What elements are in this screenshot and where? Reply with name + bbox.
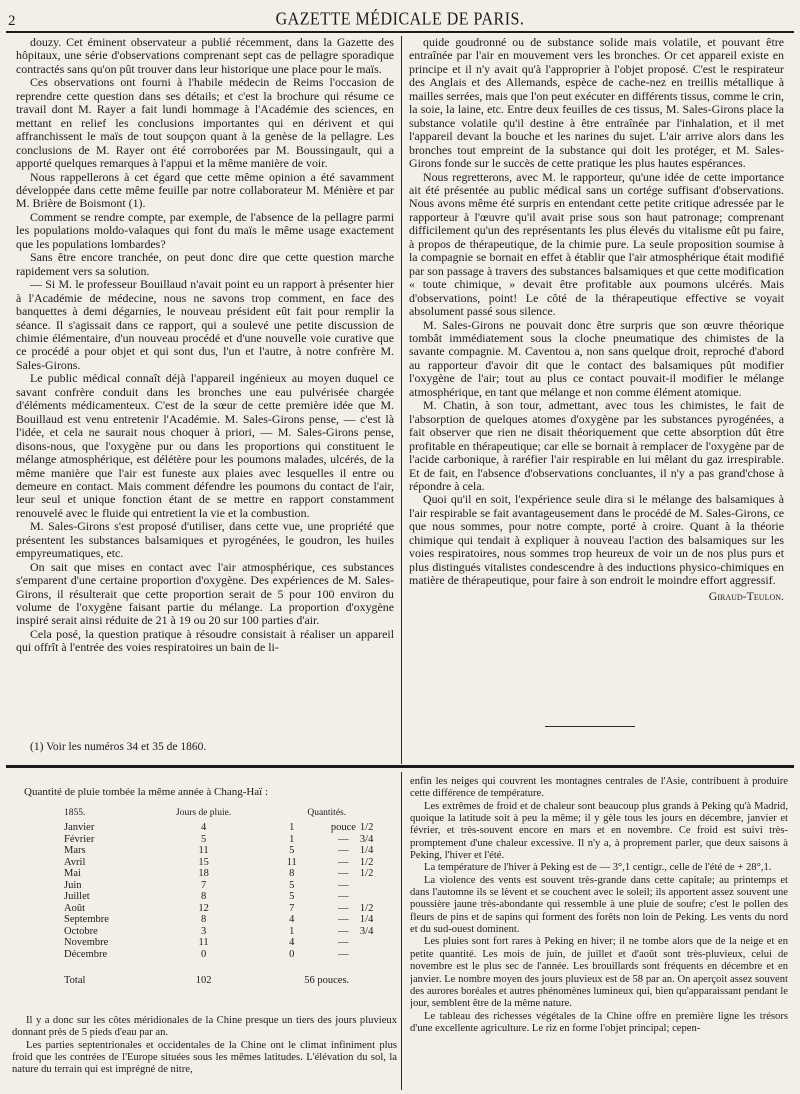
fraction-cell <box>360 937 397 949</box>
month-cell: Août <box>64 902 85 914</box>
table-caption: Quantité de pluie tombée la même année à Chang-Haï : <box>24 786 269 798</box>
paragraph: Sans être encore tranchée, on peut donc dire que cette question marche rapidement vers sa solution. <box>16 250 394 278</box>
paragraph: Les extrêmes de froid et de chaleur sont beaucoup plus grands à Peking qu'à Madrid, quoique la latitude soit à peu la même; il y gèle tous les jours en décembre, janvier et février, et très-souvent encore en mars et en novembre. Ce froid est suivi très-promptement d'une chaleur excessive. Il n'y a, à proprement parler, que deux saisons à Peking, l'hiver et l'été. <box>410 800 788 862</box>
table-row <box>64 834 397 846</box>
quantity-cell: 1 <box>289 822 295 833</box>
table-row <box>64 926 397 938</box>
month-cell: Septembre <box>64 914 109 926</box>
total-label: Total <box>64 974 86 986</box>
rain-days-cell: 7 <box>200 879 207 891</box>
unit-cell: — <box>338 879 349 891</box>
fraction-cell: 3/4 <box>359 925 374 937</box>
table-row <box>64 891 397 903</box>
rain-days-cell: 0 <box>200 949 207 961</box>
footnote: (1) Voir les numéros 34 et 35 de 1860. <box>30 741 207 753</box>
unit-cell: — <box>338 949 349 961</box>
unit-cell: — <box>338 845 349 857</box>
quantity-heading: Quantités. <box>307 808 347 819</box>
paragraph: Quoi qu'il en soit, l'expérience seule dira si le mélange des balsamiques à l'air respirable se fait avantageusement dans le procédé de M. Sales-Girons, ce que nous sommes, pour notre compte, porté à croire. Quant à la théorie chimique qui tendait à expliquer à nouveau l'action des balsamiques sur les voies respiratoires, nous sommes trop heureux de voir un de nos plus purs et plus distingués vitalistes condescendre à des inductions physico-chimiques en matière de thérapeutique, pour faire à son endroit le moindre effort aggressif. <box>409 492 784 588</box>
rain-days-cell: 11 <box>198 937 209 949</box>
column-separator <box>401 36 402 764</box>
rain-days-cell: 4 <box>200 822 207 833</box>
table-row <box>64 845 397 857</box>
page-number: 2 <box>8 13 16 29</box>
fraction-cell: 1/4 <box>359 914 374 926</box>
rain-table <box>12 786 397 986</box>
fraction-cell: 1/2 <box>359 856 374 868</box>
rain-days-cell: 3 <box>200 925 207 937</box>
quantity-cell: 5 <box>289 879 295 891</box>
month-cell: Novembre <box>64 937 109 949</box>
column-separator-bottom <box>401 772 402 1090</box>
quantity-cell: 1 <box>289 833 295 845</box>
month-cell: Mars <box>64 845 86 857</box>
quantity-cell: 0 <box>289 949 295 961</box>
unit-cell: — <box>338 902 349 914</box>
quantity-cell: 1 <box>289 925 295 937</box>
paragraph: Cela posé, la question pratique à résoudre consistait à réaliser un appareil qui offrît à l'entrée des voies respiratoires un bain de li- <box>16 626 394 655</box>
rain-days-cell: 8 <box>200 891 207 903</box>
month-cell: Janvier <box>64 822 95 833</box>
left-column <box>16 36 394 730</box>
rain-data-table <box>64 806 397 986</box>
paragraph: M. Sales-Girons ne pouvait donc être surpris que son œuvre théorique tombât immédiatement sous la cloche pneumatique des chimistes de la savante compagnie. M. Caventou a, non sans quelque droit, reproché d'abord au rapporteur d'avoir dit que le contact des balsamiques pût modifier l'oxygène de l'air; tout au plus ce contact pouvait-il modifier le mélange atmosphérique, en tant que mélange et non comme élément atomique. <box>409 317 784 399</box>
unit-cell: — <box>338 937 349 949</box>
unit-cell: — <box>338 925 349 937</box>
paragraph: Le public médical connaît déjà l'appareil ingénieux au moyen duquel ce savant confrère conduit dans les bronches une eau pulvérisée chargée d'éléments médicamenteux. C'est de la sœur de cette première idée que M. Bouillaud est venu entretenir l'Académie. M. Sales-Girons pense, — c'est là l'idée, et cela ne saurait nous choquer à priori, — M. Sales-Girons pense, disons-nous, que l'oxygène pur ou dans les proportions qui constituent le mélange atmosphérique, est délétère pour les poumons malades, ulcérés, de la même manière que l'air est funeste aux plaies avec lesquelles il entre ou demeure en contact. Mais comment défendre les poumons du contact de l'air, leur seul et unique fonction étant de se mettre en rapport constamment renouvelé avec le fluide qui entretient la vie et la combustion. <box>16 371 394 520</box>
month-cell: Juillet <box>64 891 90 903</box>
paragraph: Comment se rendre compte, par exemple, de l'absence de la pellagre parmi les populations moldo-valaques qui font du maïs le même usage exactement que les populations lombardes? <box>16 209 394 251</box>
paragraph: enfin les neiges qui couvrent les montagnes centrales de l'Asie, contribuent à produire cette différence de température. <box>410 776 788 800</box>
table-row <box>64 949 397 961</box>
quantity-cell: 5 <box>289 891 295 903</box>
unit-cell: — <box>338 914 349 926</box>
rain-days-cell: 5 <box>200 833 207 845</box>
paragraph: Nous regretterons, avec M. le rapporteur, qu'une idée de cette importance ait été présentée au public médical sans un cortége suffisant d'observations. Nous avons même été surpris en entendant cette petite critique adressée par le rapporteur à l'œuvre qu'il avait prise sous son haut patronage; comprenant difficilement qu'un des représentants les plus élevés du vitalisme eût pu faire, à propos de thérapeutique, de la chimie pure. La seule proposition soumise à la compagnie se bornait en effet à établir que l'air atmosphérique était modifié par son passage à travers des substances balsamiques et que cette modification « toute chimique, » devait être profitable aux poumons ulcérés. Mais d'observations, point! Le côté de la thérapeutique effective se voyait absolument passé sous silence. <box>409 169 784 319</box>
month-cell: Février <box>64 833 95 845</box>
bottom-left-text <box>12 1015 397 1093</box>
rain-days-cell: 15 <box>198 856 209 868</box>
total-row <box>64 961 397 987</box>
month-cell: Octobre <box>64 925 98 937</box>
paragraph: M. Sales-Girons s'est proposé d'utiliser, dans cette vue, une propriété que présentent les substances balsamiques et pyrogénées, le goudron, les huiles empyreumatiques, etc. <box>16 519 394 561</box>
fraction-cell: 3/4 <box>359 833 374 845</box>
unit-cell: — <box>338 833 349 845</box>
table-row <box>64 937 397 949</box>
rain-days-cell: 12 <box>198 902 209 914</box>
paragraph: Nous rappellerons à cet égard que cette même opinion a été savamment développée dans cette même feuille par notre collaborateur M. Ménière et par M. Brière de Boismont (1). <box>16 169 394 211</box>
unit-cell: — <box>338 856 349 868</box>
fraction-cell: 1/4 <box>359 845 374 857</box>
quantity-cell: 5 <box>289 845 295 857</box>
table-row <box>64 914 397 926</box>
fraction-cell <box>360 891 397 903</box>
table-row <box>64 903 397 915</box>
paragraph: Les pluies sont fort rares à Peking en hiver; il ne tombe alors que de la neige et en petite quantité. Les mois de juin, de juillet et d'août sont très-pluvieux, celui de novembre est le plus sec de l'année. Les brouillards sont fréquents en décembre et en janvier. Le nombre moyen des jours pluvieux est de 58 par an. On aperçoit assez souvent des aurores boréales et autres phénomènes lumineux qui, bien qu'apparaissant pendant le jour, semblent être de la même nature. <box>410 936 788 1010</box>
unit-cell: — <box>338 868 349 880</box>
section-rule <box>6 765 794 768</box>
paragraph: quide goudronné ou de substance solide mais volatile, et pouvant être entraînée par l'air en mouvement vers les bronches. Or cet appareil existe en principe et il n'y avait qu'à l'approprier à l'objet proposé. C'est le respirateur des Anglais et des Allemands, espèce de cache-nez en treillis métallique à mailles serrées, mais que l'on peut exécuter en différents tissus, comme le crin, la soie, la laine, etc. Entre deux feuilles de ces tissus, M. Sales-Girons place la substance volatile qu'il destine à être entraînée par l'inhalation, et il met l'appareil devant la bouche et les narines du sujet. L'air arrive alors dans les bronches tout empreint de la substance qui doit les protéger, et M. Sales-Girons fonde sur le succès de cette pratique les plus hautes espérances. <box>409 36 784 171</box>
table-header-row <box>64 806 397 822</box>
table-row <box>64 868 397 880</box>
table-row <box>64 822 397 834</box>
paragraph: Le tableau des richesses végétales de la Chine offre en première ligne les trésors d'une excellente agriculture. Le riz en forme l'objet principal; cepen- <box>410 1010 788 1034</box>
total-quantity: 56 pouces. <box>304 974 350 986</box>
page-header <box>0 0 800 30</box>
header-rule <box>6 31 794 33</box>
table-row <box>64 857 397 869</box>
paragraph: M. Chatin, à son tour, admettant, avec tous les chimistes, le fait de l'absorption de quelques atomes d'oxygène par les substances pyrogénées, a fait observer que rien ne disait théoriquement que cette absorption dût être profitable en thérapeutique; car elle se bornait à remplacer de l'oxygène par de l'acide carbonique, à raréfier l'air respirable en lui mêlant du gaz irrespirable. Et de fait, en l'absence d'observations concluantes, il n'y a pas grand'chose à répondre à cela. <box>409 398 784 493</box>
paragraph: Les parties septentrionales et occidentales de la Chine ont le climat infiniment plus froid que les contrées de l'Europe situées sous les mêmes latitudes. L'élévation du sol, la nature du terrain qui est imprégné de nitre, <box>12 1039 397 1076</box>
month-cell: Mai <box>64 868 81 880</box>
total-days: 102 <box>195 974 212 986</box>
paragraph: — Si M. le professeur Bouillaud n'avait point eu un rapport à présenter hier à l'Académie de médecine, nous ne savons trop comment, en face des banquettes à demi dégarnies, le nouveau président eût fait pour remplir la séance. Il s'agissait dans ce rapport, qui a soulevé une petite discussion de chimie élémentaire, d'un nouveau procédé et d'une nouvelle voie curative que ce procédé a pour objet et qui sont dus, l'un et l'autre, à notre confrère M. Sales-Girons. <box>16 277 394 372</box>
quantity-cell: 11 <box>286 856 297 868</box>
rain-days-cell: 11 <box>198 845 209 857</box>
quantity-cell: 4 <box>289 937 295 949</box>
quantity-cell: 4 <box>289 914 295 926</box>
fraction-cell: 1/2 <box>359 902 374 914</box>
fraction-cell: 1/2 <box>359 868 374 880</box>
month-cell: Avril <box>64 856 86 868</box>
days-heading: Jours de pluie. <box>176 808 232 819</box>
fraction-cell <box>360 949 397 961</box>
signature: Giraud-Teulon. <box>708 588 784 603</box>
unit-cell: pouce <box>330 822 356 833</box>
quantity-cell: 7 <box>289 902 295 914</box>
month-cell: Décembre <box>64 949 108 961</box>
journal-title: GAZETTE MÉDICALE DE PARIS. <box>275 9 525 30</box>
fraction-cell: 1/2 <box>359 822 374 833</box>
year-heading: 1855. <box>64 808 86 819</box>
paragraph: La violence des vents est souvent très-grande dans cette capitale; au printemps et dans l'automne ils se lèvent et se couchent avec le soleil; ils apportent assez souvent une poussière jaune très-abondante qui ressemble à une pluie de soufre; c'est le pollen des fleurs de pins et de sapins qui forment des forêts non loin de Peking. Les vents du nord et du sud-ouest dominent. <box>410 874 788 936</box>
fraction-cell <box>360 880 397 892</box>
table-row <box>64 880 397 892</box>
article-end-rule <box>545 726 635 727</box>
paragraph: Ces observations ont fourni à l'habile médecin de Reims l'occasion de reprendre cette question dans ses détails; et c'est la brochure qui résume ce travail dont M. Rayer a fait lundi hommage à l'Académie des sciences, en mettant en relief les conclusions importantes qui en dérivent et qui affranchissent le maïs de tout soupçon quant à la genèse de la pellagre. Les conclusions de M. Rayer ont été corroborées par M. Boussingault, qui a apporté quelques remarques à l'appui et la même manière de voir. <box>16 75 394 171</box>
paragraph: Il y a donc sur les côtes méridionales de la Chine presque un tiers des jours pluvieux donnant près de 5 pieds d'eau par an. <box>12 1015 397 1039</box>
bottom-right-text <box>410 776 788 1092</box>
paragraph: La température de l'hiver à Peking est de — 3°,1 centigr., celle de l'été de + 28°,1. <box>424 862 772 874</box>
paragraph: On sait que mises en contact avec l'air atmosphérique, ces substances s'emparent d'une certaine proportion d'oxygène. Des expériences de M. Sales-Girons, il résulterait que cette proportion serait de 5 pour 100 environ du volume de l'oxygène faisant partie du mélange. La proportion d'oxygène inspiré serait ainsi réduite de 21 à 19 ou 20 sur 100 parties d'air. <box>16 559 394 628</box>
paragraph: douzy. Cet éminent observateur a publié récemment, dans la Gazette des hôpitaux, une série d'observations comprenant sept cas de pellagre sporadique contractés sans qu'on pût trouver dans leur historique une place pour le maïs. <box>16 36 394 76</box>
right-column <box>409 36 784 714</box>
rain-days-cell: 8 <box>200 914 207 926</box>
unit-cell: — <box>338 891 349 903</box>
month-cell: Juin <box>64 879 82 891</box>
rain-days-cell: 18 <box>198 868 209 880</box>
quantity-cell: 8 <box>289 868 295 880</box>
